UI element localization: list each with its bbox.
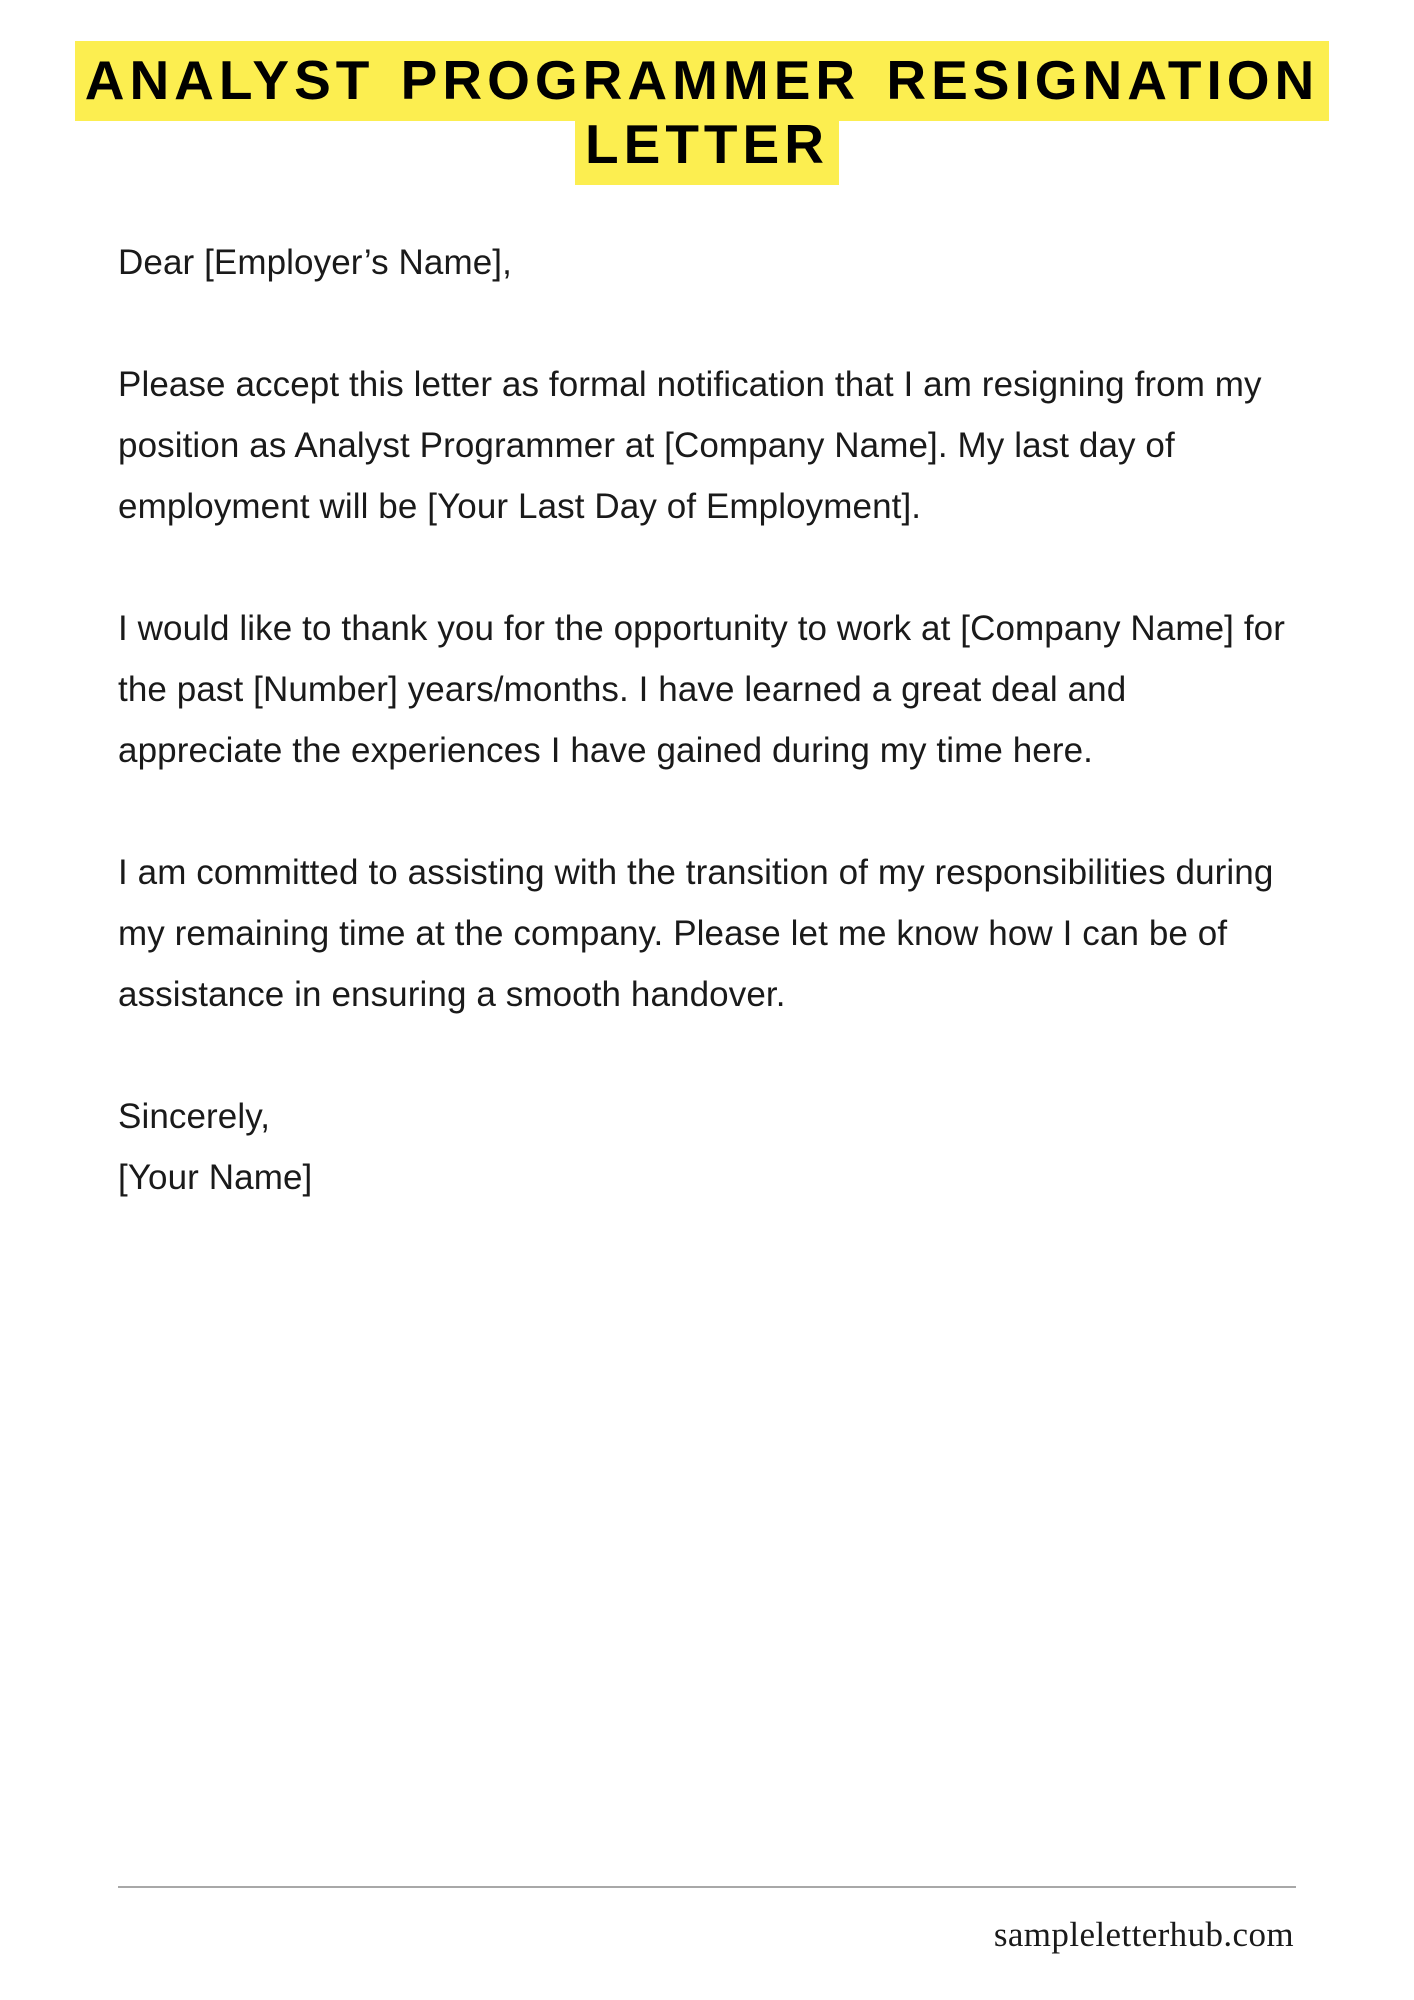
page-title [17, 48, 1397, 176]
footer-divider [118, 1886, 1296, 1888]
salutation: Dear [Employer’s Name], [118, 243, 512, 282]
footer-website-url: sampleletterhub.com [993, 1915, 1294, 1954]
page-title-line-1: ANALYST PROGRAMMER RESIGNATION [84, 49, 1320, 111]
body-paragraph-2: I would like to thank you for the opportunity to work at [Company Name] for the past [Number] years/months. I have learned a great deal and appreciate the experiences I have gained during my time here. [118, 609, 1285, 770]
letter-body [0, 232, 1414, 2000]
title-block [0, 0, 1414, 176]
closing-salutation: Sincerely, [118, 1097, 271, 1136]
body-paragraph-1: Please accept this letter as formal notification that I am resigning from my position as Analyst Programmer at [Company Name]. My last day of employment will be [Your Last Day of Employment]. [118, 365, 1262, 526]
signature-name: [Your Name] [118, 1158, 313, 1197]
page-title-highlight [75, 41, 1330, 185]
footer [118, 1886, 1296, 1956]
body-paragraph-3: I am committed to assisting with the transition of my responsibilities during my remaining time at the company. Please let me know how I can be of assistance in ensuring a smooth handover. [118, 853, 1274, 1014]
closing-block [118, 1086, 1296, 1208]
page-title-line-2: LETTER [585, 113, 829, 175]
